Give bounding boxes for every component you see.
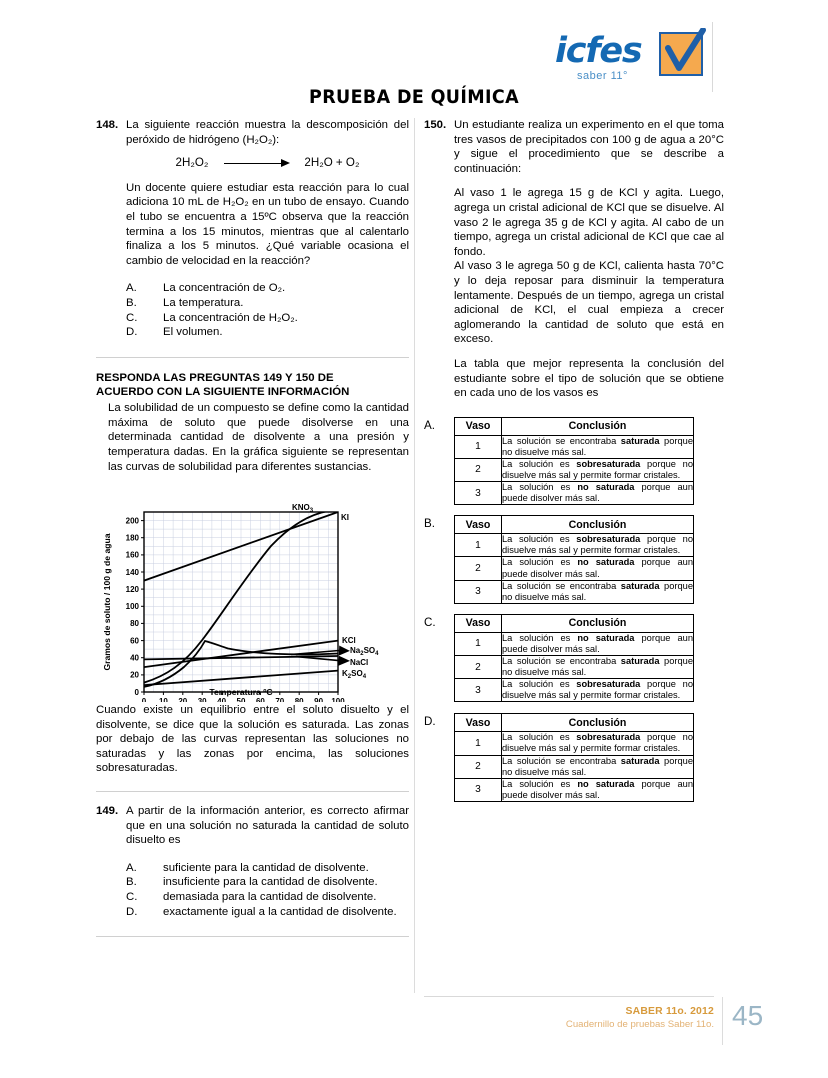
column-header-conclusion: Conclusión — [502, 516, 694, 534]
info-block — [96, 371, 409, 474]
label-kcl: KCl — [342, 636, 356, 646]
question-148-stem: Un docente quiere estudiar esta reacción para lo cual adiciona 10 mL de H₂O₂ en un tubo de ensayo. Cuando el tubo se encuentra a 15ºC observa que la reacción termina a los 15 minutos, mientras que al calentarlo finaliza a los 5 minutos. ¿Qué variable ocasiona el cambio de velocidad en la reacción? — [126, 181, 409, 267]
option-item[interactable] — [126, 311, 409, 326]
question-149 — [96, 804, 409, 919]
equation-products: 2H₂O + O₂ — [304, 156, 360, 170]
option-item[interactable] — [126, 861, 409, 876]
cell-conclusion-text: La solución es sobresaturada porque no disuelve más sal y permite formar cristales. — [502, 679, 693, 701]
table-row — [455, 732, 694, 755]
svg-text:30: 30 — [197, 697, 207, 703]
svg-text:120: 120 — [125, 584, 139, 594]
footer-vertical-rule — [722, 997, 723, 1045]
table-header-row — [455, 714, 694, 732]
svg-text:70: 70 — [275, 697, 285, 703]
question-148-body — [126, 118, 409, 340]
label-na2so4: $Na_2SO_4$ — [350, 646, 379, 658]
svg-text:60: 60 — [130, 636, 139, 646]
solubility-chart-svg — [96, 480, 409, 702]
option-text: La temperatura. — [163, 296, 244, 309]
option-label: C. — [126, 311, 138, 324]
svg-text:80: 80 — [130, 619, 139, 629]
section-divider — [96, 357, 409, 358]
svg-text:20: 20 — [178, 697, 188, 703]
question-150-number: 150. — [424, 119, 447, 131]
table-row — [455, 482, 694, 505]
label-ki: KI — [341, 513, 349, 523]
answer-option-c[interactable] — [424, 614, 724, 703]
header-divider-rule — [712, 22, 713, 92]
svg-text:80: 80 — [294, 697, 304, 703]
label-kno3: $KNO_3$ — [292, 503, 314, 515]
answer-option-letter: B. — [424, 517, 435, 531]
answer-option-b[interactable] — [424, 515, 724, 604]
option-text: suficiente para la cantidad de disolvente. — [163, 861, 369, 874]
cell-conclusion-text: La solución se encontraba saturada porque no disuelve más sal. — [502, 580, 693, 602]
option-text: El volumen. — [163, 326, 223, 339]
cell-conclusion-text: La solución es no saturada porque aun puede disolver más sal. — [502, 482, 693, 504]
answer-option-d[interactable] — [424, 713, 724, 802]
option-text: La concentración de H₂O₂. — [163, 311, 298, 324]
footer-subtitle: Cuadernillo de pruebas Saber 11o. — [565, 1019, 714, 1030]
equation-reactants: 2H₂O₂ — [175, 156, 209, 170]
footer-title: SABER 11o. 2012 — [625, 1006, 714, 1017]
table-header-row — [455, 516, 694, 534]
svg-text:20: 20 — [130, 670, 139, 680]
cell-conclusion-text: La solución es no saturada porque aun puede disolver más sal. — [502, 557, 693, 579]
option-item[interactable] — [126, 875, 409, 890]
info-paragraph-2: Cuando existe un equilibrio entre el soluto disuelto y el disolvente, se dice que la solución es saturada. Las zonas por debajo de las curvas representan las soluciones no saturadas y las zonas por encima, las soluciones sobresaturadas. — [96, 704, 409, 775]
answer-option-letter: A. — [424, 418, 435, 432]
svg-text:160: 160 — [125, 550, 139, 560]
cell-vaso-number: 1 — [455, 732, 502, 755]
option-label: A. — [126, 282, 137, 295]
cell-vaso-number: 2 — [455, 458, 502, 481]
reaction-arrow-icon — [224, 159, 290, 168]
question-149-stem: A partir de la información anterior, es correcto afirmar que en una solución no saturada la cantidad de soluto disuelto es — [126, 805, 409, 847]
option-text: exactamente igual a la cantidad de disolvente. — [163, 905, 397, 918]
column-header-vaso: Vaso — [455, 516, 502, 534]
conclusion-table — [454, 515, 694, 604]
question-148-number: 148. — [96, 119, 119, 131]
option-item[interactable] — [126, 281, 409, 296]
info-heading-line2: ACUERDO CON LA SIGUIENTE INFORMACIÓN — [96, 385, 350, 398]
option-label: A. — [126, 861, 137, 874]
option-label: D. — [126, 326, 138, 339]
question-150 — [424, 118, 724, 401]
conclusion-table — [454, 417, 694, 506]
label-nacl: NaCl — [350, 658, 369, 668]
cell-vaso-number: 2 — [455, 656, 502, 679]
column-header-vaso: Vaso — [455, 714, 502, 732]
cell-conclusion-text: La solución se encontraba saturada porque no disuelve más sal. — [502, 755, 693, 777]
page-number: 45 — [732, 1000, 764, 1031]
chart-gridlines — [144, 512, 338, 692]
svg-text:60: 60 — [255, 697, 265, 703]
question-150-paragraph-4: La tabla que mejor representa la conclusión del estudiante sobre el tipo de solución que se obtiene en cada uno de los vasos es — [454, 357, 724, 400]
chart-x-tick-labels — [142, 697, 345, 702]
info-paragraph-1: La solubilidad de un compuesto se define como la cantidad máxima de soluto que puede disolverse en una determinada cantidad de disolvente a una presión y temperatura dadas. En la gráfica siguiente se representan las curvas de solubilidad para diferentes sustancias. — [108, 402, 409, 473]
footer-divider-rule — [424, 996, 714, 997]
checkmark-icon — [659, 28, 709, 78]
question-149-number: 149. — [96, 805, 119, 818]
table-header-row — [455, 614, 694, 632]
cell-conclusion-text: La solución es sobresaturada porque no disuelve más sal y permite formar cristales. — [502, 732, 693, 754]
svg-text:140: 140 — [125, 567, 139, 577]
chart-x-axis-title: Temperatura ºC — [209, 687, 273, 698]
question-150-paragraph-2: Al vaso 1 le agrega 15 g de KCl y agita. Luego, agrega un cristal adicional de KCl que se disuelve. Al vaso 2 le agrega 35 g de KCl y agita. Al cabo de un tiempo, agrega un cristal adicional de KCl que cae al fondo. — [454, 187, 724, 258]
right-column — [424, 118, 724, 802]
table-header-row — [455, 417, 694, 435]
cell-conclusion-text: La solución se encontraba saturada porque no disuelve más sal. — [502, 656, 693, 678]
cell-vaso-number: 3 — [455, 482, 502, 505]
option-text: La concentración de O₂. — [163, 282, 286, 295]
option-label: D. — [126, 905, 138, 918]
table-row — [455, 632, 694, 655]
icfes-logo — [555, 32, 703, 88]
table-row — [455, 557, 694, 580]
answer-option-letter: C. — [424, 615, 436, 629]
option-label: C. — [126, 891, 138, 904]
table-row — [455, 435, 694, 458]
svg-text:50: 50 — [236, 697, 246, 703]
option-text: insuficiente para la cantidad de disolvente. — [163, 876, 378, 889]
question-149-body — [126, 804, 409, 919]
svg-text:10: 10 — [158, 697, 168, 703]
column-header-vaso: Vaso — [455, 614, 502, 632]
svg-text:40: 40 — [130, 653, 139, 663]
section-divider — [96, 936, 409, 937]
table-row — [455, 580, 694, 603]
question-150-body — [454, 118, 724, 401]
option-item[interactable] — [126, 905, 409, 920]
option-text: demasiada para la cantidad de disolvente. — [163, 891, 377, 904]
label-k2so4: $K_2SO_4$ — [342, 669, 367, 681]
svg-text:100: 100 — [125, 602, 139, 612]
question-149-options — [126, 861, 409, 919]
svg-text:40: 40 — [217, 697, 227, 703]
question-148-options — [126, 281, 409, 339]
table-row — [455, 458, 694, 481]
question-148-intro: La siguiente reacción muestra la descomposición del peróxido de hidrógeno (H₂O₂): — [126, 119, 409, 146]
cell-vaso-number: 2 — [455, 755, 502, 778]
option-item[interactable] — [126, 890, 409, 905]
cell-vaso-number: 3 — [455, 778, 502, 801]
table-row — [455, 778, 694, 801]
svg-text:90: 90 — [314, 697, 324, 703]
section-divider — [96, 791, 409, 792]
cell-conclusion-text: La solución es sobresaturada porque no disuelve más sal y permite formar cristales. — [502, 534, 693, 556]
reaction-equation — [126, 156, 409, 171]
svg-text:200: 200 — [125, 516, 139, 526]
svg-text:180: 180 — [125, 533, 139, 543]
cell-conclusion-text: La solución es no saturada porque aun puede disolver más sal. — [502, 778, 693, 800]
table-row — [455, 656, 694, 679]
cell-vaso-number: 1 — [455, 534, 502, 557]
cell-vaso-number: 3 — [455, 580, 502, 603]
question-148 — [96, 118, 409, 340]
chart-y-tick-labels — [126, 516, 140, 696]
table-row — [455, 679, 694, 702]
cell-conclusion-text: La solución es no saturada porque aun puede disolver más sal. — [502, 632, 693, 654]
logo-subtitle: saber 11° — [577, 70, 628, 82]
svg-text:0: 0 — [134, 687, 139, 697]
page-title: PRUEBA DE QUÍMICA — [309, 86, 519, 108]
cell-conclusion-text: La solución se encontraba saturada porque no disuelve más sal. — [502, 435, 693, 457]
option-label: B. — [126, 296, 137, 309]
column-header-conclusion: Conclusión — [502, 714, 694, 732]
column-divider — [414, 118, 415, 993]
cell-vaso-number: 1 — [455, 435, 502, 458]
column-header-conclusion: Conclusión — [502, 417, 694, 435]
table-row — [455, 534, 694, 557]
svg-text:100: 100 — [331, 697, 345, 703]
question-150-paragraph-3: Al vaso 3 le agrega 50 g de KCl, calienta hasta 70°C y lo deja reposar para disminuir la temperatura lentamente. Después de un tiempo, agrega un cristal adicional de KCl, el cual empieza a crecer aglomerando la cantidad de soluto que está en exceso. — [454, 260, 724, 346]
answer-option-letter: D. — [424, 715, 436, 729]
column-header-vaso: Vaso — [455, 417, 502, 435]
answer-tables-group — [424, 417, 724, 802]
left-column — [96, 118, 409, 937]
solubility-chart — [96, 480, 409, 702]
cell-conclusion-text: La solución es sobresaturada porque no disuelve más sal y permite formar cristales. — [502, 458, 693, 480]
option-item[interactable] — [126, 325, 409, 340]
cell-vaso-number: 3 — [455, 679, 502, 702]
conclusion-table — [454, 614, 694, 703]
table-row — [455, 755, 694, 778]
chart-y-axis-title: Gramos de soluto / 100 g de agua — [102, 533, 112, 671]
answer-option-a[interactable] — [424, 417, 724, 506]
option-item[interactable] — [126, 296, 409, 311]
cell-vaso-number: 2 — [455, 557, 502, 580]
info-heading-line1: RESPONDA LAS PREGUNTAS 149 Y 150 DE — [96, 371, 334, 384]
cell-vaso-number: 1 — [455, 632, 502, 655]
question-150-paragraph-1: Un estudiante realiza un experimento en el que toma tres vasos de precipitados con 100 g de agua a 20°C y sigue el procedimiento que se describe a continuación: — [454, 119, 724, 175]
logo-wordmark: icfes — [555, 31, 642, 71]
conclusion-table — [454, 713, 694, 802]
option-label: B. — [126, 876, 137, 889]
footer — [424, 1006, 714, 1030]
column-header-conclusion: Conclusión — [502, 614, 694, 632]
svg-text:0: 0 — [141, 697, 147, 703]
